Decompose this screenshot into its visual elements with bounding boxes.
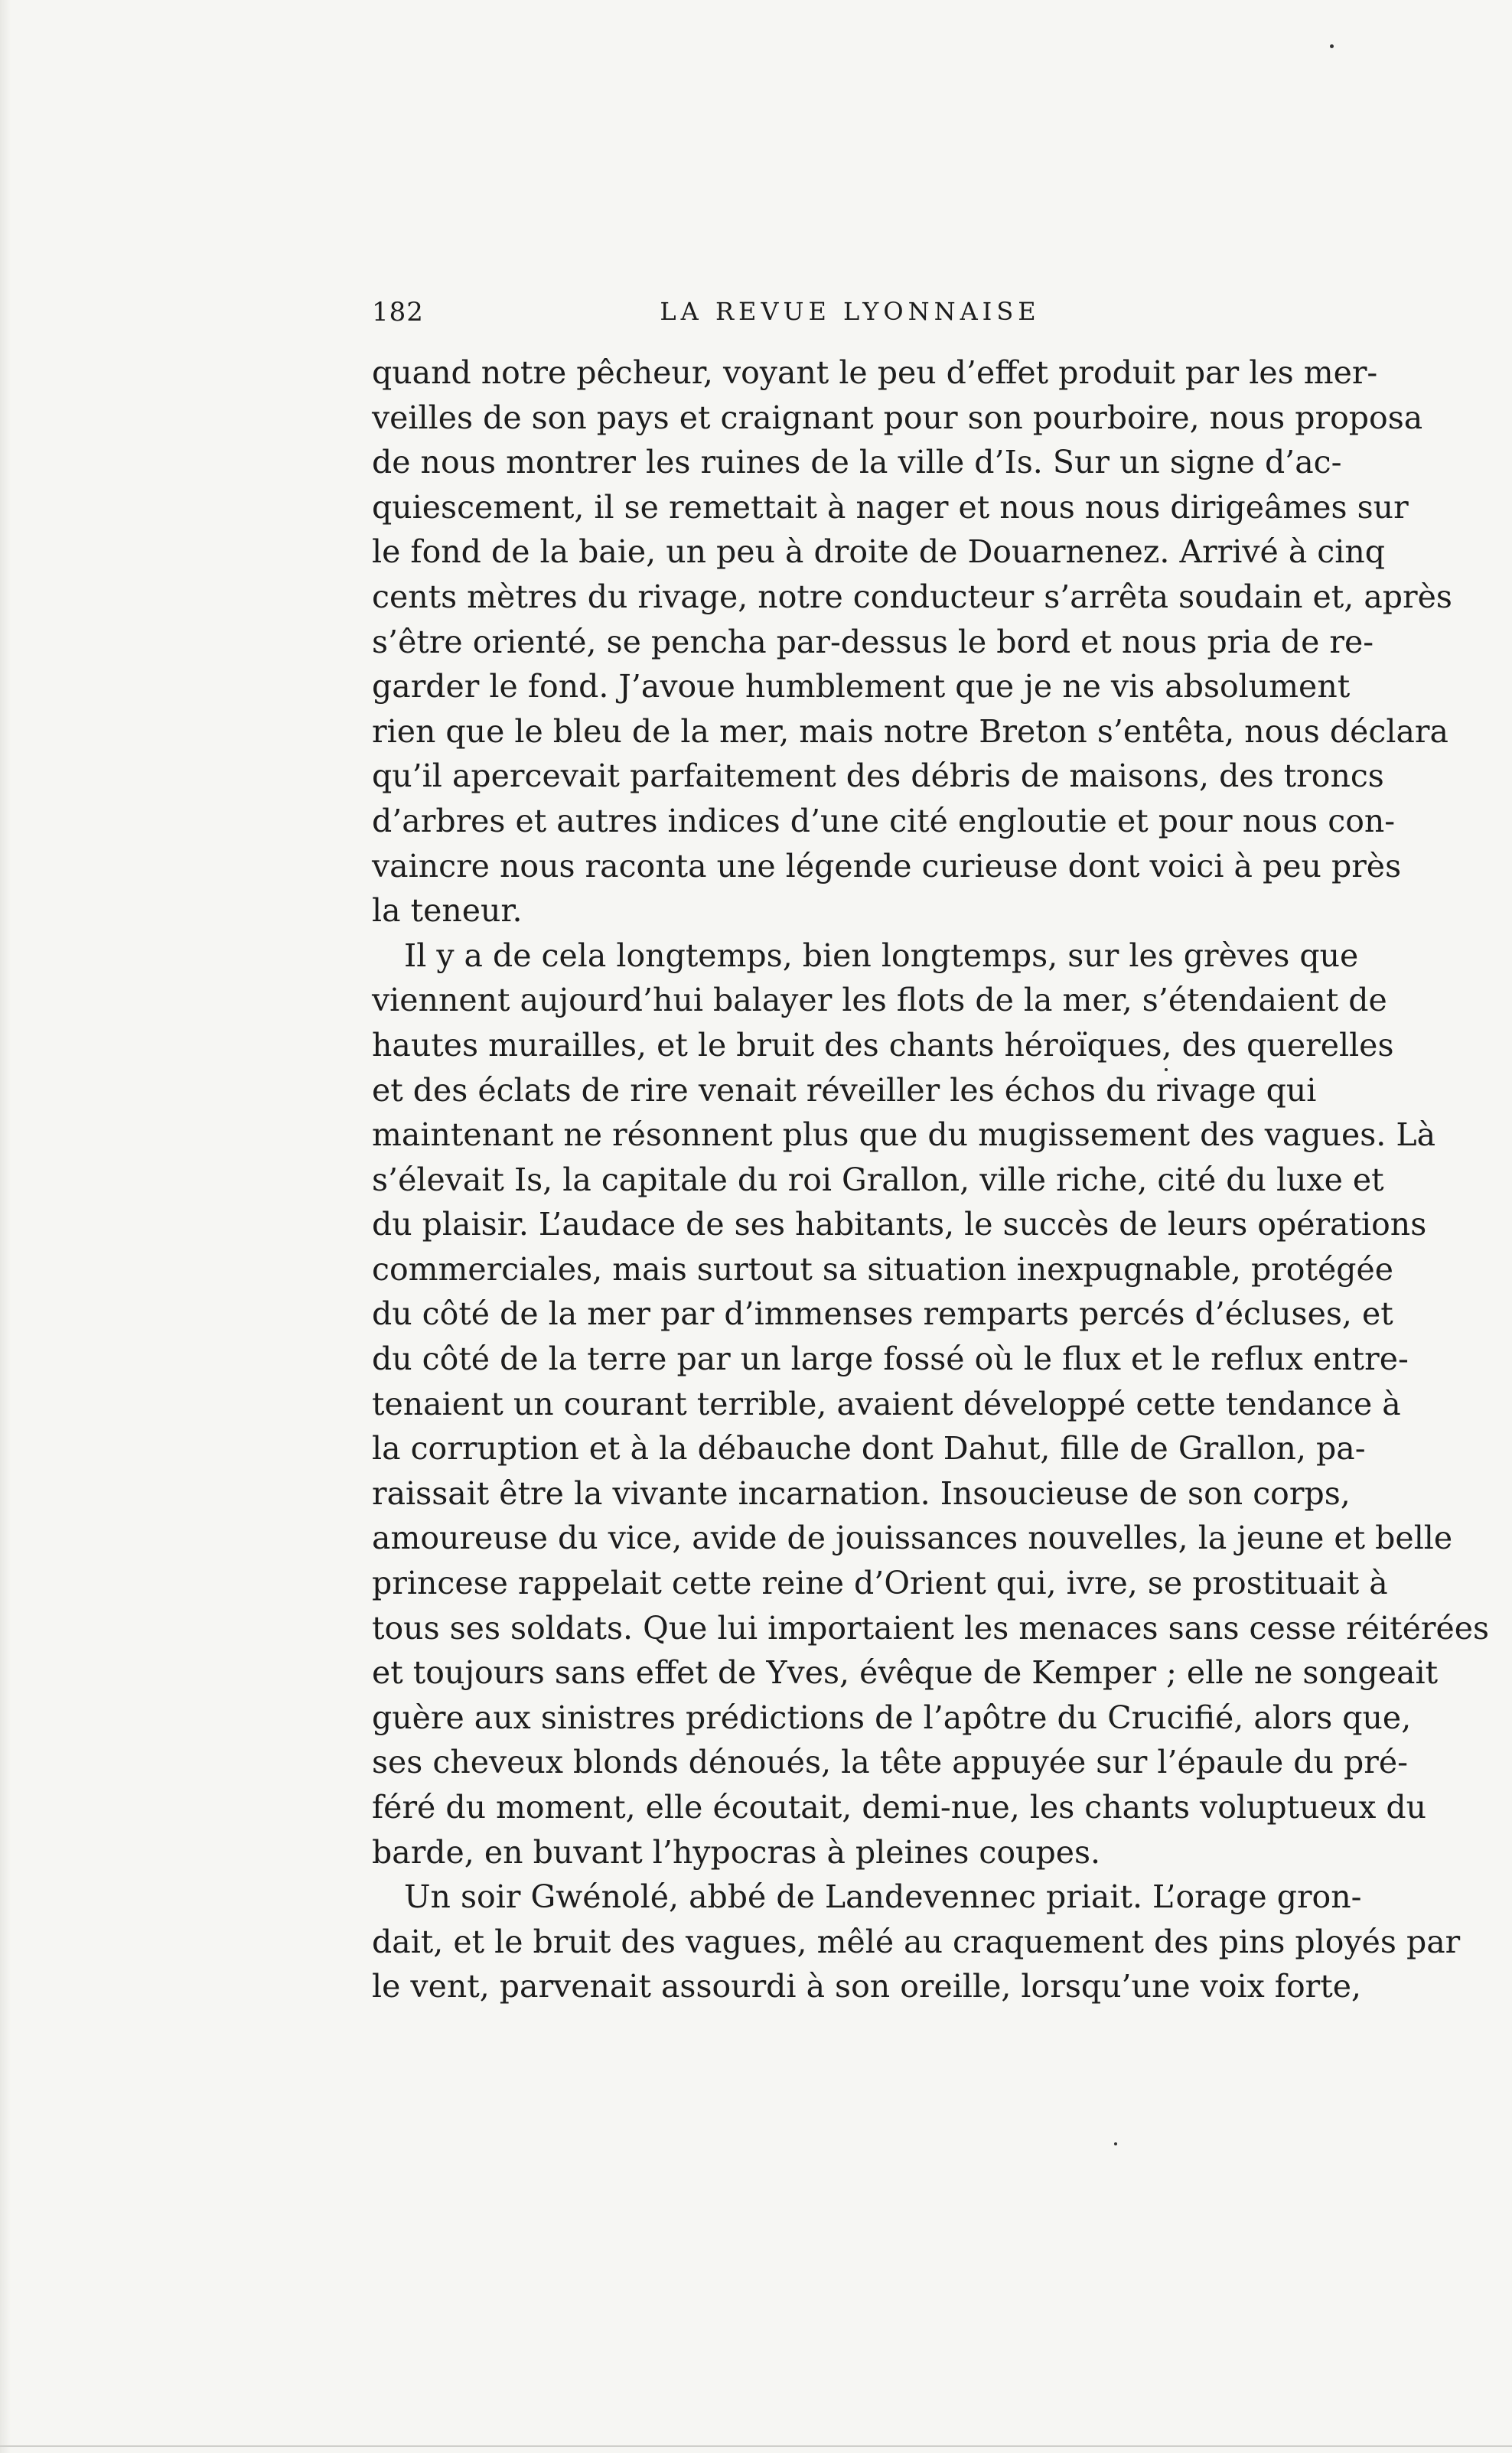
text-line: ses cheveux blonds dénoués, la tête appuyée sur l’épaule du pré- — [372, 1744, 1408, 1781]
text-line: quand notre pêcheur, voyant le peu d’effet produit par les mer- — [372, 354, 1378, 391]
text-line: féré du moment, elle écoutait, demi-nue, les chants voluptueux du — [372, 1789, 1427, 1826]
running-head — [372, 297, 1298, 335]
journal-title: LA REVUE LYONNAISE — [660, 297, 1041, 326]
text-line: commerciales, mais surtout sa situation inexpugnable, protégée — [372, 1250, 1393, 1288]
text-line: quiescement, il se remettait à nager et nous nous dirigeâmes sur — [372, 488, 1409, 526]
text-line: tenaient un courant terrible, avaient développé cette tendance à — [372, 1385, 1401, 1422]
paragraph-2 — [372, 933, 1490, 1875]
paragraph-3 — [372, 1875, 1461, 2009]
text-line: de nous montrer les ruines de la ville d’Is. Sur un signe d’ac- — [372, 444, 1342, 481]
text-line: le vent, parvenait assourdi à son oreille, lorsqu’une voix forte, — [372, 1968, 1362, 2005]
text-line: dait, et le bruit des vagues, mêlé au craquement des pins ployés par — [372, 1923, 1461, 1960]
text-line: du côté de la terre par un large fossé où le flux et le reflux entre- — [372, 1341, 1409, 1378]
ink-speck — [1114, 2142, 1117, 2145]
text-line: s’être orienté, se pencha par-dessus le bord et nous pria de re- — [372, 623, 1374, 660]
ink-speck — [1330, 44, 1334, 48]
text-line: le fond de la baie, un peu à droite de Douarnenez. Arrivé à cinq — [372, 533, 1386, 571]
scan-edge-rule — [0, 2445, 1512, 2447]
text-line: qu’il apercevait parfaitement des débris de maisons, des troncs — [372, 757, 1384, 795]
text-line: rien que le bleu de la mer, mais notre Breton s’entêta, nous déclara — [372, 712, 1448, 750]
body-text — [372, 350, 1490, 2009]
text-line: la corruption et à la débauche dont Dahut, fille de Grallon, pa- — [372, 1430, 1366, 1468]
text-line: amoureuse du vice, avide de jouissances nouvelles, la jeune et belle — [372, 1520, 1453, 1557]
text-line: hautes murailles, et le bruit des chants héroïques, des querelles — [372, 1026, 1394, 1064]
text-line: tous ses soldats. Que lui importaient les menaces sans cesse réitérées — [372, 1609, 1490, 1647]
text-line: et des éclats de rire venait réveiller les échos du rivage qui — [372, 1071, 1317, 1109]
text-line: du côté de la mer par d’immenses remparts percés d’écluses, et — [372, 1295, 1393, 1333]
ink-speck — [1165, 1068, 1168, 1071]
text-line: raissait être la vivante incarnation. Insoucieuse de son corps, — [372, 1474, 1351, 1512]
page-number: 182 — [372, 297, 424, 327]
text-line: guère aux sinistres prédictions de l’apôtre du Crucifié, alors que, — [372, 1699, 1412, 1736]
text-line: princese rappelait cette reine d’Orient qui, ivre, se prostituait à — [372, 1565, 1388, 1602]
text-line: barde, en buvant l’hypocras à pleines coupes. — [372, 1833, 1101, 1871]
text-line: la teneur. — [372, 892, 523, 930]
text-line: maintenant ne résonnent plus que du mugissement des vagues. Là — [372, 1116, 1436, 1154]
text-line: viennent aujourd’hui balayer les flots de la mer, s’étendaient de — [372, 982, 1387, 1019]
text-line: vaincre nous raconta une légende curieuse dont voici à peu près — [372, 847, 1402, 884]
text-line: Il y a de cela longtemps, bien longtemps, sur les grèves que — [404, 937, 1359, 974]
text-line: du plaisir. L’audace de ses habitants, le succès de leurs opérations — [372, 1206, 1427, 1243]
binding-edge — [0, 0, 11, 2453]
paragraph-1 — [372, 350, 1452, 933]
text-line: et toujours sans effet de Yves, évêque de Kemper ; elle ne songeait — [372, 1654, 1439, 1692]
text-line: garder le fond. J’avoue humblement que je ne vis absolument — [372, 668, 1351, 705]
text-line: Un soir Gwénolé, abbé de Landevennec priait. L’orage gron- — [404, 1878, 1362, 1916]
text-line: d’arbres et autres indices d’une cité engloutie et pour nous con- — [372, 802, 1396, 839]
text-line: s’élevait Is, la capitale du roi Grallon, ville riche, cité du luxe et — [372, 1161, 1384, 1198]
text-line: cents mètres du rivage, notre conducteur s’arrêta soudain et, après — [372, 578, 1452, 615]
text-line: veilles de son pays et craignant pour son pourboire, nous proposa — [372, 399, 1423, 436]
